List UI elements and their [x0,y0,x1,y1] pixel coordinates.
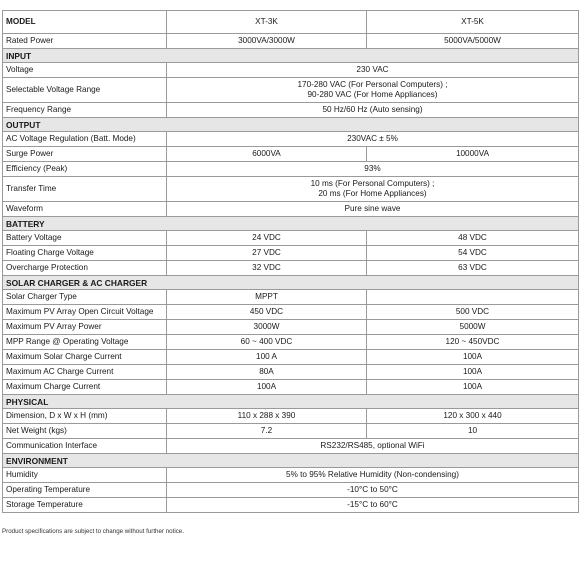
spec-value-line: 10 ms (For Personal Computers) ; [310,179,435,188]
xt3k-value: 80A [167,365,367,380]
section-header: ENVIRONMENT [3,454,579,468]
xt5k-value: 100A [367,365,579,380]
spec-value-line: 90-280 VAC (For Home Appliances) [307,90,438,99]
model-row [3,11,579,34]
spec-label: Storage Temperature [3,498,167,513]
spec-row [3,498,579,513]
xt3k-value: 3000VA/3000W [167,34,367,49]
section-header: SOLAR CHARGER & AC CHARGER [3,276,579,290]
spec-value: 230VAC ± 5% [167,132,579,147]
spec-row [3,246,579,261]
section-header-row [3,118,579,132]
xt3k-value: 100A [167,380,367,395]
spec-value [167,78,579,103]
spec-label: Transfer Time [3,177,167,202]
section-header: PHYSICAL [3,395,579,409]
xt5k-value: 5000W [367,320,579,335]
xt5k-value: 54 VDC [367,246,579,261]
spec-row [3,468,579,483]
spec-label: Operating Temperature [3,483,167,498]
spec-row [3,261,579,276]
spec-row [3,483,579,498]
spec-label: MPP Range @ Operating Voltage [3,335,167,350]
model-xt5k: XT-5K [367,11,579,34]
spec-value [167,177,579,202]
spec-label: Surge Power [3,147,167,162]
xt3k-value: 7.2 [167,424,367,439]
spec-row [3,290,579,305]
model-xt3k: XT-3K [167,11,367,34]
spec-value-line: 20 ms (For Home Appliances) [318,189,427,198]
spec-value: 93% [167,162,579,177]
xt5k-value: 63 VDC [367,261,579,276]
spec-value: RS232/RS485, optional WiFi [167,439,579,454]
xt3k-value: 450 VDC [167,305,367,320]
section-header-row [3,395,579,409]
spec-label: Maximum PV Array Power [3,320,167,335]
section-header: OUTPUT [3,118,579,132]
spec-row [3,320,579,335]
spec-row [3,177,579,202]
section-header-row [3,49,579,63]
spec-label: Frequency Range [3,103,167,118]
section-header-row [3,217,579,231]
xt5k-value: 100A [367,380,579,395]
spec-label: Floating Charge Voltage [3,246,167,261]
spec-label: Efficiency (Peak) [3,162,167,177]
section-header-row [3,454,579,468]
xt5k-value: 5000VA/5000W [367,34,579,49]
footnote: Product specifications are subject to change without further notice. [2,528,184,535]
spec-row [3,409,579,424]
section-header-row [3,276,579,290]
model-label: MODEL [3,11,167,34]
xt5k-value: 10 [367,424,579,439]
spec-row [3,365,579,380]
spec-label: Voltage [3,63,167,78]
xt3k-value: 6000VA [167,147,367,162]
spec-label: AC Voltage Regulation (Batt. Mode) [3,132,167,147]
spec-value: -15°C to 60°C [167,498,579,513]
spec-row [3,202,579,217]
spec-row [3,132,579,147]
spec-row [3,424,579,439]
spec-value-line: 170-280 VAC (For Personal Computers) ; [297,80,448,89]
spec-row [3,380,579,395]
spec-label: Rated Power [3,34,167,49]
spec-label: Overcharge Protection [3,261,167,276]
xt5k-value: 120 ~ 450VDC [367,335,579,350]
spec-label: Dimension, D x W x H (mm) [3,409,167,424]
spec-row [3,34,579,49]
spec-label: Waveform [3,202,167,217]
spec-label: Maximum AC Charge Current [3,365,167,380]
xt3k-value: 60 ~ 400 VDC [167,335,367,350]
xt5k-value: 120 x 300 x 440 [367,409,579,424]
xt5k-value [367,290,579,305]
spec-value: 230 VAC [167,63,579,78]
spec-row [3,78,579,103]
spec-row [3,147,579,162]
xt3k-value: 27 VDC [167,246,367,261]
xt5k-value: 10000VA [367,147,579,162]
spec-label: Net Weight (kgs) [3,424,167,439]
specification-table-body [3,11,579,513]
spec-row [3,103,579,118]
xt5k-value: 100A [367,350,579,365]
section-header: BATTERY [3,217,579,231]
spec-value: -10°C to 50°C [167,483,579,498]
section-header: INPUT [3,49,579,63]
spec-value: Pure sine wave [167,202,579,217]
spec-label: Humidity [3,468,167,483]
spec-value: 5% to 95% Relative Humidity (Non-condensing) [167,468,579,483]
spec-sheet [2,10,578,513]
spec-label: Solar Charger Type [3,290,167,305]
spec-row [3,63,579,78]
spec-label: Communication Interface [3,439,167,454]
xt5k-value: 48 VDC [367,231,579,246]
xt3k-value: MPPT [167,290,367,305]
spec-row [3,335,579,350]
spec-label: Maximum PV Array Open Circuit Voltage [3,305,167,320]
xt3k-value: 110 x 288 x 390 [167,409,367,424]
spec-row [3,305,579,320]
spec-label: Battery Voltage [3,231,167,246]
specification-table [2,10,579,513]
xt3k-value: 24 VDC [167,231,367,246]
spec-row [3,231,579,246]
spec-value: 50 Hz/60 Hz (Auto sensing) [167,103,579,118]
xt5k-value: 500 VDC [367,305,579,320]
spec-label: Maximum Solar Charge Current [3,350,167,365]
xt3k-value: 3000W [167,320,367,335]
spec-label: Selectable Voltage Range [3,78,167,103]
xt3k-value: 32 VDC [167,261,367,276]
spec-row [3,162,579,177]
spec-row [3,350,579,365]
spec-row [3,439,579,454]
xt3k-value: 100 A [167,350,367,365]
spec-label: Maximum Charge Current [3,380,167,395]
